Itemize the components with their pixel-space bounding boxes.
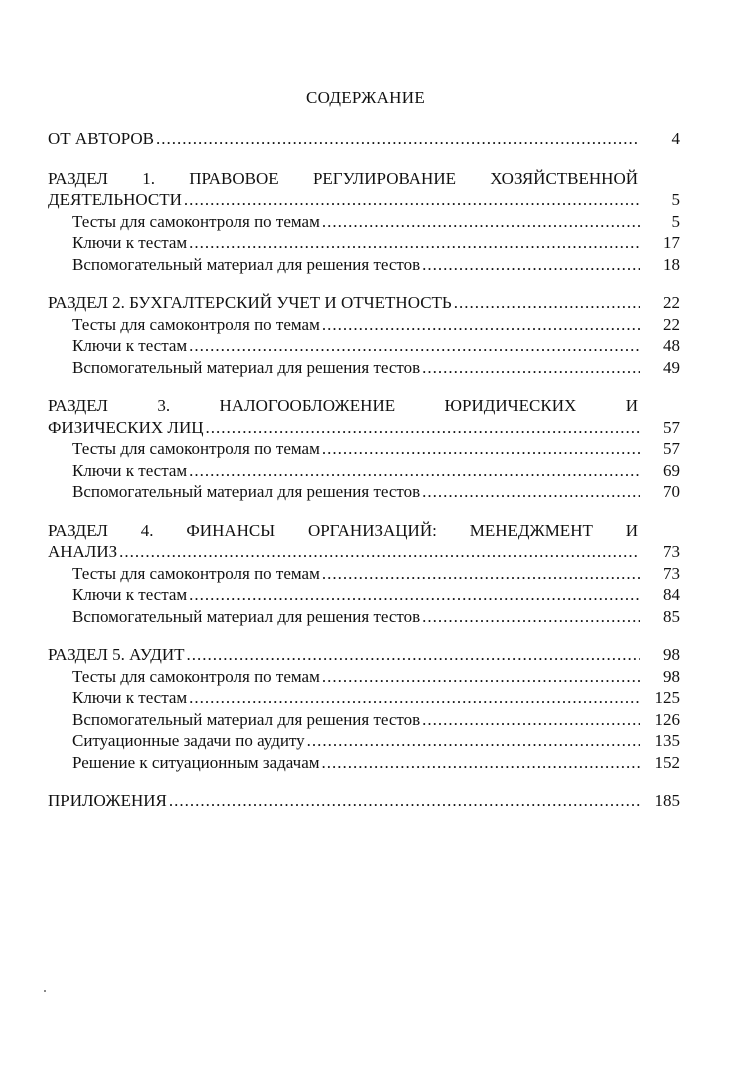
dot-leader: [169, 790, 640, 812]
dot-leader: [189, 335, 640, 357]
toc-section-title-line2: ФИЗИЧЕСКИХ ЛИЦ: [48, 417, 204, 437]
toc-page-number: 18: [663, 254, 680, 274]
scan-speck: [44, 990, 46, 992]
toc-subentry-title: Вспомогательный материал для решения тестов: [72, 606, 421, 626]
toc-entry-appendix: [48, 790, 680, 812]
toc-subentry: [48, 584, 680, 606]
toc-subentry-title: Ключи к тестам: [72, 585, 188, 604]
toc-section-title-line2: АНАЛИЗ: [48, 542, 118, 561]
dot-leader: [322, 563, 640, 585]
toc-page-number: 22: [663, 293, 680, 312]
toc-subentry: [48, 666, 680, 688]
dot-leader: [322, 752, 640, 774]
dot-leader: [187, 644, 640, 666]
toc-page-number: 135: [654, 731, 680, 750]
dot-leader: [422, 254, 640, 276]
toc-page-number: 49: [663, 357, 680, 377]
toc-subentry-title: Тесты для самоконтроля по темам: [72, 666, 320, 686]
toc-page-number: 125: [654, 688, 680, 707]
dot-leader: [119, 541, 640, 563]
toc-page-number: 185: [654, 791, 680, 810]
dot-leader: [189, 687, 640, 709]
dot-leader: [322, 666, 640, 688]
toc-page-number: 98: [663, 645, 680, 664]
toc-section-heading: [48, 520, 680, 542]
toc-entry-title: ПРИЛОЖЕНИЯ: [48, 791, 167, 810]
dot-leader: [189, 584, 640, 606]
toc-section-title-line1: РАЗДЕЛ 3. НАЛОГООБЛОЖЕНИЕ ЮРИДИЧЕСКИХ И: [48, 396, 638, 415]
toc-page-number: 73: [663, 563, 680, 583]
toc-subentry: [48, 752, 680, 774]
dot-leader: [454, 292, 640, 314]
toc-section-heading-cont: [48, 189, 680, 211]
toc-subentry-title: Ключи к тестам: [72, 233, 188, 252]
toc-subentry-title: Ситуационные задачи по аудиту: [72, 731, 305, 750]
toc-subentry: [48, 730, 680, 752]
table-of-contents: [48, 128, 680, 812]
toc-page-number: 5: [671, 211, 680, 231]
toc-subentry-title: Вспомогательный материал для решения тестов: [72, 709, 421, 729]
toc-subentry: [48, 687, 680, 709]
toc-section-title-line1: РАЗДЕЛ 4. ФИНАНСЫ ОРГАНИЗАЦИЙ: МЕНЕДЖМЕНТ И: [48, 520, 638, 540]
toc-subentry: [48, 709, 680, 731]
dot-leader: [307, 730, 640, 752]
toc-subentry-title: Ключи к тестам: [72, 460, 188, 480]
toc-page-number: 73: [663, 542, 680, 561]
toc-section-heading: [48, 644, 680, 666]
dot-leader: [156, 128, 640, 150]
toc-subentry-title: Ключи к тестам: [72, 688, 188, 707]
toc-page-number: 152: [654, 752, 680, 772]
toc-page-number: 85: [663, 606, 680, 626]
toc-subentry: [48, 481, 680, 503]
toc-page-number: 22: [663, 314, 680, 334]
toc-entry-title: ОТ АВТОРОВ: [48, 129, 155, 148]
page-title: СОДЕРЖАНИЕ: [305, 88, 426, 107]
toc-section-title: РАЗДЕЛ 2. БУХГАЛТЕРСКИЙ УЧЕТ И ОТЧЕТНОСТЬ: [48, 293, 452, 312]
toc-section-title: РАЗДЕЛ 5. АУДИТ: [48, 645, 185, 664]
dot-leader: [422, 709, 640, 731]
toc-page-number: 48: [663, 336, 680, 355]
toc-subentry: [48, 438, 680, 460]
toc-subentry: [48, 232, 680, 254]
toc-page-number: 17: [663, 233, 680, 252]
dot-leader: [422, 606, 640, 628]
toc-subentry-title: Ключи к тестам: [72, 336, 188, 355]
toc-subentry-title: Тесты для самоконтроля по темам: [72, 314, 320, 334]
toc-page-number: 84: [663, 585, 680, 604]
toc-section-heading-cont: [48, 541, 680, 563]
toc-section-title-line1: РАЗДЕЛ 1. ПРАВОВОЕ РЕГУЛИРОВАНИЕ ХОЗЯЙСТВЕННОЙ: [48, 168, 638, 188]
toc-subentry-title: Тесты для самоконтроля по темам: [72, 439, 320, 458]
toc-entry-authors: [48, 128, 680, 150]
dot-leader: [422, 357, 640, 379]
toc-subentry: [48, 460, 680, 482]
toc-subentry-title: Вспомогательный материал для решения тестов: [72, 357, 421, 377]
toc-subentry: [48, 335, 680, 357]
toc-subentry-title: Вспомогательный материал для решения тестов: [72, 254, 421, 274]
toc-page-number: 126: [654, 709, 680, 729]
toc-subentry-title: Вспомогательный материал для решения тестов: [72, 482, 421, 501]
dot-leader: [322, 314, 640, 336]
toc-subentry-title: Тесты для самоконтроля по темам: [72, 563, 320, 583]
toc-page-number: 70: [663, 482, 680, 501]
dot-leader: [184, 189, 640, 211]
toc-page-number: 4: [671, 129, 680, 148]
toc-subentry-title: Решение к ситуационным задачам: [72, 752, 320, 772]
toc-section-heading: [48, 168, 680, 190]
toc-subentry: [48, 314, 680, 336]
toc-section-heading: [48, 395, 680, 417]
toc-section-heading: [48, 292, 680, 314]
toc-subentry-title: Тесты для самоконтроля по темам: [72, 211, 320, 231]
dot-leader: [422, 481, 640, 503]
toc-section-title-line2: ДЕЯТЕЛЬНОСТИ: [48, 190, 182, 209]
dot-leader: [189, 460, 640, 482]
dot-leader: [322, 211, 640, 233]
toc-page-number: 5: [671, 190, 680, 209]
toc-subentry: [48, 357, 680, 379]
toc-subentry: [48, 254, 680, 276]
toc-page-number: 69: [663, 460, 680, 480]
toc-section-heading-cont: [48, 417, 680, 439]
dot-leader: [322, 438, 640, 460]
toc-subentry: [48, 606, 680, 628]
toc-page-number: 98: [663, 666, 680, 686]
toc-page-number: 57: [663, 439, 680, 458]
dot-leader: [189, 232, 640, 254]
toc-subentry: [48, 211, 680, 233]
dot-leader: [206, 417, 641, 439]
toc-subentry: [48, 563, 680, 585]
toc-page-number: 57: [663, 417, 680, 437]
